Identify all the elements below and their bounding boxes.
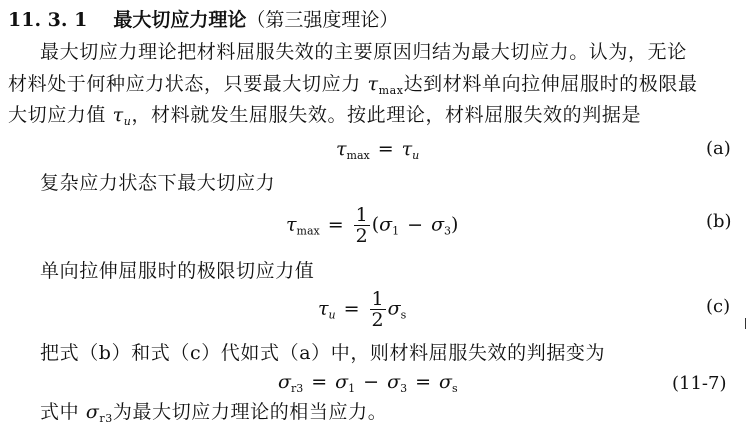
paragraph-uniaxial: 单向拉伸屈服时的极限切应力值 [40, 260, 315, 282]
subscript: 1 [392, 224, 400, 238]
subscript: 1 [348, 382, 356, 395]
subscript: u [123, 115, 132, 128]
equation-b [286, 205, 458, 246]
equals-sign: = [343, 297, 360, 320]
fraction [354, 205, 370, 246]
subscript: 3 [444, 224, 452, 238]
text-run: 大切应力值 [8, 104, 113, 126]
text-run: 为最大切应力理论的相当应力。 [112, 401, 388, 423]
paragraph-line-2 [8, 72, 698, 103]
subscript: s [451, 382, 458, 395]
section-heading [8, 8, 398, 32]
tau-symbol: τ [318, 297, 329, 320]
fraction-denominator: 2 [355, 225, 368, 247]
text-run: 达到材料单向拉伸屈服时的极限最 [403, 73, 698, 95]
sigma-symbol: σ [379, 213, 393, 236]
subscript: u [328, 308, 336, 322]
equation-label-a: (a) [706, 138, 731, 159]
close-paren: ) [451, 213, 459, 236]
section-subtitle: （第三强度理论） [246, 9, 399, 31]
paragraph-line-1: 最大切应力理论把材料屈服失效的主要原因归结为最大切应力。认为，无论 [40, 41, 687, 63]
equation-label-c: (c) [706, 296, 731, 317]
fraction-numerator: 1 [371, 288, 384, 310]
tau-symbol: τ [286, 213, 297, 236]
paragraph-complex-stress: 复杂应力状态下最大切应力 [40, 172, 276, 194]
equation-a [336, 137, 419, 168]
equation-label-11-7: (11-7) [672, 373, 727, 394]
minus-sign: − [407, 213, 424, 236]
fraction-denominator: 2 [371, 309, 384, 331]
sigma-symbol: σ [438, 371, 452, 393]
equation-label-b: (b) [706, 211, 732, 232]
text-run: 式中 [40, 401, 86, 423]
tau-symbol: τ [401, 138, 413, 160]
fraction-numerator: 1 [355, 204, 368, 226]
equals-sign: = [377, 138, 394, 160]
section-title: 最大切应力理论 [113, 9, 247, 31]
subscript: 3 [400, 382, 408, 395]
equals-sign: = [415, 371, 431, 393]
tau-symbol: τ [367, 73, 379, 95]
paragraph-substitute: 把式（b）和式（c）代如式（a）中，则材料屈服失效的判据变为 [40, 342, 606, 364]
equation-11-7 [278, 370, 458, 401]
subscript: s [400, 308, 407, 322]
paragraph-line-3 [8, 103, 641, 134]
subscript: r3 [99, 412, 113, 425]
equation-c [318, 289, 406, 330]
sigma-symbol: σ [431, 213, 445, 236]
sigma-symbol: σ [278, 371, 291, 393]
text-run: 材料处于何种应力状态，只要最大切应力 [8, 73, 368, 95]
text-run: ，材料就发生屈服失效。按此理论，材料屈服失效的判据是 [131, 104, 642, 126]
tau-symbol: τ [336, 138, 347, 160]
equals-sign: = [311, 371, 328, 393]
sigma-symbol: σ [335, 371, 349, 393]
margin-mark [745, 318, 746, 329]
section-number: 11. 3. 1 [8, 9, 88, 31]
equals-sign: = [327, 213, 344, 236]
subscript: u [412, 149, 420, 162]
sigma-symbol: σ [85, 401, 100, 423]
sigma-symbol: σ [387, 371, 401, 393]
sigma-symbol: σ [387, 297, 401, 320]
tau-symbol: τ [112, 104, 124, 126]
open-paren: ( [371, 213, 380, 236]
paragraph-conclusion [40, 400, 387, 431]
subscript: r3 [290, 382, 304, 395]
subscript: max [346, 149, 370, 162]
subscript: max [378, 84, 404, 97]
minus-sign: − [363, 371, 380, 393]
subscript: max [296, 224, 320, 238]
fraction [370, 289, 386, 330]
